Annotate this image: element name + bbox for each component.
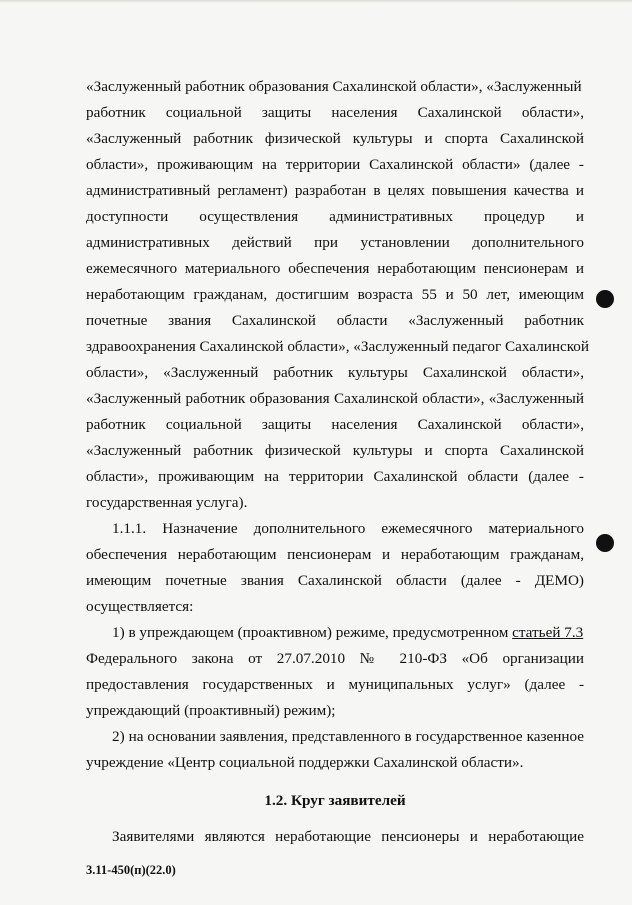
applicants-line: Заявителями являются неработающие пенсионеры и неработающие	[112, 828, 584, 845]
body-line: государственная услуга).	[86, 494, 248, 511]
body-line: административный регламент) разработан в целях повышения качества и	[86, 182, 584, 199]
body-line: «Заслуженный работник физической культуры и спорта Сахалинской	[86, 442, 584, 459]
item-1-line: упреждающий (проактивный) режим);	[86, 702, 336, 719]
binder-hole-mark	[596, 534, 614, 552]
binder-hole-mark	[596, 290, 614, 308]
law-article-link[interactable]: статьей 7.3	[512, 624, 584, 641]
body-line: работник социальной защиты населения Сахалинской области»,	[86, 416, 584, 433]
body-line: области», проживающим на территории Сахалинской области (далее -	[86, 468, 584, 485]
item-1-line: Федерального закона от 27.07.2010 № 210-ФЗ «Об организации	[86, 650, 584, 667]
document-code-footer: 3.11-450(п)(22.0)	[86, 863, 176, 877]
body-line: доступности осуществления административных процедур и	[86, 208, 584, 225]
body-line: работник социальной защиты населения Сахалинской области»,	[86, 104, 584, 121]
clause-line: осуществляется:	[86, 598, 194, 615]
body-line: ежемесячного материального обеспечения неработающим пенсионерам и	[86, 260, 584, 277]
item-1-first-line	[112, 624, 584, 642]
body-line: неработающим гражданам, достигшим возраста 55 и 50 лет, имеющим	[86, 286, 584, 303]
body-line: «Заслуженный работник физической культуры и спорта Сахалинской	[86, 130, 584, 147]
body-line: административных действий при установлении дополнительного	[86, 234, 584, 251]
section-heading: 1.2. Круг заявителей	[264, 792, 406, 809]
item-2-line: учреждение «Центр социальной поддержки Сахалинской области».	[86, 754, 524, 771]
clause-line: обеспечения неработающим пенсионерам и неработающим гражданам,	[86, 546, 584, 563]
item-1-text: 1) в упреждающем (проактивном) режиме, предусмотренном	[112, 624, 513, 641]
page-top-edge	[0, 0, 632, 3]
body-line: области», проживающим на территории Сахалинской области» (далее -	[86, 156, 584, 173]
body-line: области», «Заслуженный работник культуры Сахалинской области»,	[86, 364, 584, 381]
body-line: «Заслуженный работник образования Сахалинской области», «Заслуженный	[86, 78, 582, 95]
clause-line: 1.1.1. Назначение дополнительного ежемесячного материального	[112, 520, 584, 537]
clause-line: имеющим почетные звания Сахалинской области (далее - ДЕМО)	[86, 572, 584, 589]
item-1-line: предоставления государственных и муниципальных услуг» (далее -	[86, 676, 584, 693]
body-line: почетные звания Сахалинской области «Заслуженный работник	[86, 312, 584, 329]
body-line: здравоохранения Сахалинской области», «Заслуженный педагог Сахалинской	[86, 338, 590, 355]
item-2-line: 2) на основании заявления, представленного в государственное казенное	[112, 728, 584, 745]
body-line: «Заслуженный работник образования Сахалинской области», «Заслуженный	[86, 390, 584, 407]
